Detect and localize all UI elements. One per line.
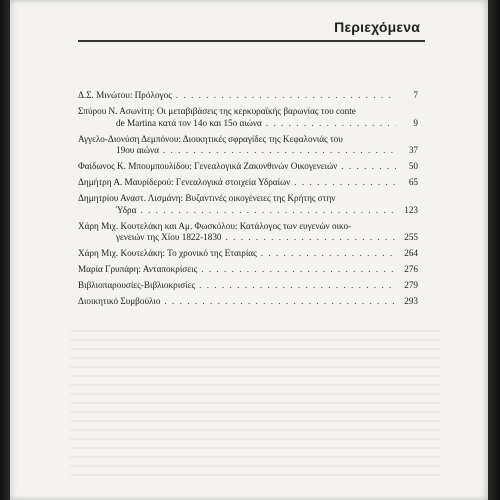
toc-entry (78, 264, 418, 276)
leader-dots (163, 145, 396, 157)
toc-entry-page: 293 (404, 296, 418, 306)
toc-entry-page: 123 (404, 204, 418, 215)
toc-entry (78, 161, 418, 173)
leader-dots (261, 248, 396, 260)
toc-entry-page: 255 (404, 232, 418, 242)
leader-dots (226, 232, 396, 244)
page-title: Περιεχόμενα (334, 19, 420, 35)
leader-dots (266, 118, 396, 130)
leader-dots (294, 177, 396, 189)
toc-entry (78, 177, 418, 189)
toc-entry-title: Αγγελο-Διονύση Δεμπόνου: Διοικητικές σφραγίδες της Κεφαλονιάς του (78, 133, 343, 144)
toc-entry (78, 248, 418, 260)
toc-entry-title: Δ.Σ. Μινώτου: Πρόλογος (78, 90, 172, 100)
toc-entry-title-cont: de Martina κατά τον 14ο και 15ο αιώνα (116, 117, 262, 128)
toc-entry-page: 7 (413, 90, 418, 100)
toc-entry-title: Σπύρου Ν. Ασωνίτη: Οι μεταβιβάσεις της κερκυραϊκής βαρωνίας του conte (78, 106, 356, 116)
leader-dots (199, 280, 396, 292)
leader-dots (164, 296, 396, 308)
toc-entry (78, 280, 418, 292)
toc-entry-title: Βιβλιοπαρουσίες-Βιβλιοκρισίες (78, 280, 196, 290)
toc-entry (78, 106, 418, 129)
table-of-contents (78, 90, 418, 312)
toc-entry-page: 50 (408, 161, 418, 171)
toc-entry (78, 134, 418, 157)
leader-dots (201, 264, 396, 276)
leader-dots (176, 90, 396, 102)
book-gutter-left (0, 0, 10, 500)
toc-entry-title: Χάρη Μιχ. Κουτελάκη και Αμ. Φωσκόλου: Κατάλογος των ευγενών οικο- (78, 220, 352, 231)
toc-entry-title-cont: 19ου αιώνα (116, 145, 159, 155)
title-rule (78, 40, 425, 42)
leader-dots (140, 205, 396, 217)
toc-entry-page: 37 (408, 145, 418, 155)
toc-entry-title-cont: Ύδρα (116, 204, 137, 215)
leader-dots (341, 161, 396, 173)
toc-entry (78, 90, 418, 102)
toc-entry (78, 296, 418, 308)
toc-entry-page: 9 (413, 117, 418, 128)
toc-entry (78, 221, 418, 244)
toc-entry-title: Χάρη Μιχ. Κουτελάκη: Το χρονικό της Εταιρίας (78, 248, 257, 258)
toc-entry-page: 279 (404, 280, 418, 290)
toc-entry-page: 276 (404, 264, 418, 274)
toc-entry-title: Διοικητικό Συμβούλιο (78, 296, 161, 306)
toc-entry-page: 264 (404, 248, 418, 258)
toc-entry-title: Δημητρίου Αναστ. Λισμάνη: Βυζαντινές οικογένειες της Κρήτης στην (78, 193, 336, 203)
book-page (10, 0, 488, 500)
book-gutter-right (488, 0, 500, 500)
toc-entry-title: Μαρία Γρυπάρη: Ανταποκρίσεις (78, 264, 198, 274)
toc-entry-page: 65 (408, 177, 418, 187)
toc-entry (78, 193, 418, 216)
toc-entry-title: Δημήτρη Α. Μαυρίδερού: Γενεαλογικά στοιχεία Υδραίων (78, 177, 291, 187)
toc-entry-title: Φαίδωνος Κ. Μπουμπουλίδου: Γενεαλογικά Ζακυνθινών Οικογενειών (78, 161, 338, 171)
toc-entry-title-cont: γενειών της Χίου 1822-1830 (116, 232, 222, 242)
